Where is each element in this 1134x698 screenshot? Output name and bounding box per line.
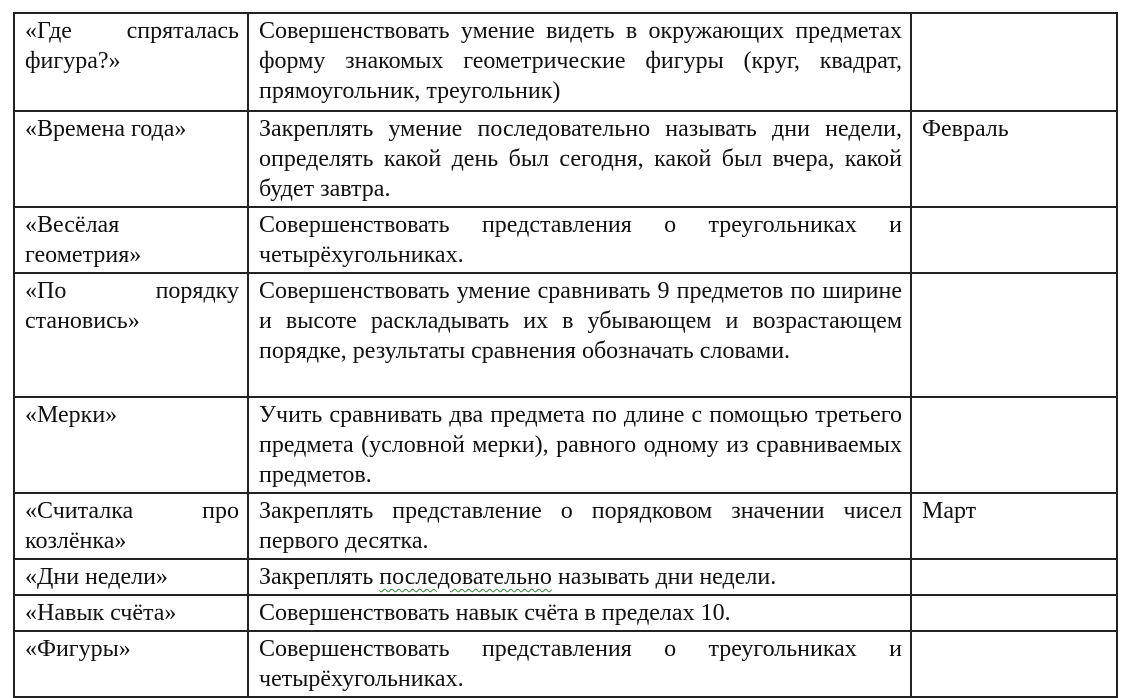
- game-cell: «Фигуры»: [14, 631, 248, 697]
- game-cell: «Весёлая геометрия»: [14, 207, 248, 273]
- month-cell: [911, 273, 1117, 397]
- table-row: [14, 13, 1117, 111]
- month-cell: [911, 595, 1117, 631]
- goal-cell: Учить сравнивать два предмета по длине с помощью третьего предмета (условной мерки), равного одному из сравниваемых предметов.: [248, 397, 911, 493]
- table-row: [14, 493, 1117, 559]
- month-cell: [911, 631, 1117, 697]
- game-cell: «Времена года»: [14, 111, 248, 207]
- game-cell: «Где спряталась фигура?»: [14, 13, 248, 111]
- spellcheck-marked-word: последовательно: [379, 564, 552, 590]
- game-cell: «По порядку становись»: [14, 273, 248, 397]
- goal-cell: [248, 559, 911, 595]
- table-row: [14, 111, 1117, 207]
- month-cell: Февраль: [911, 111, 1117, 207]
- table-row: [14, 595, 1117, 631]
- goal-cell: Совершенствовать навык счёта в пределах 10.: [248, 595, 911, 631]
- game-cell: «Мерки»: [14, 397, 248, 493]
- game-cell: «Считалка про козлёнка»: [14, 493, 248, 559]
- game-cell: «Навык счёта»: [14, 595, 248, 631]
- table-row: [14, 397, 1117, 493]
- month-cell: Март: [911, 493, 1117, 559]
- month-cell: [911, 207, 1117, 273]
- table-row: [14, 207, 1117, 273]
- goal-cell: Совершенствовать представления о треугольниках и четырёхугольниках.: [248, 631, 911, 697]
- month-cell: [911, 397, 1117, 493]
- games-table: [13, 12, 1118, 698]
- goal-cell: Совершенствовать умение видеть в окружающих предметах форму знакомых геометрические фигуры (круг, квадрат, прямоугольник, треугольник): [248, 13, 911, 111]
- goal-text-end: называть дни недели.: [551, 564, 777, 590]
- table-row: [14, 631, 1117, 697]
- goal-cell: Совершенствовать умение сравнивать 9 предметов по ширине и высоте раскладывать их в убывающем и возрастающем порядке, результаты сравнения обозначать словами.: [248, 273, 911, 397]
- game-cell: «Дни недели»: [14, 559, 248, 595]
- goal-cell: Совершенствовать представления о треугольниках и четырёхугольниках.: [248, 207, 911, 273]
- month-cell: [911, 559, 1117, 595]
- table-row: [14, 273, 1117, 397]
- month-cell: [911, 13, 1117, 111]
- goal-text-start: Закреплять: [259, 564, 380, 590]
- goal-cell: Закреплять представление о порядковом значении чисел первого десятка.: [248, 493, 911, 559]
- goal-cell: Закреплять умение последовательно называть дни недели, определять какой день был сегодня, какой был вчера, какой будет завтра.: [248, 111, 911, 207]
- table-row: [14, 559, 1117, 595]
